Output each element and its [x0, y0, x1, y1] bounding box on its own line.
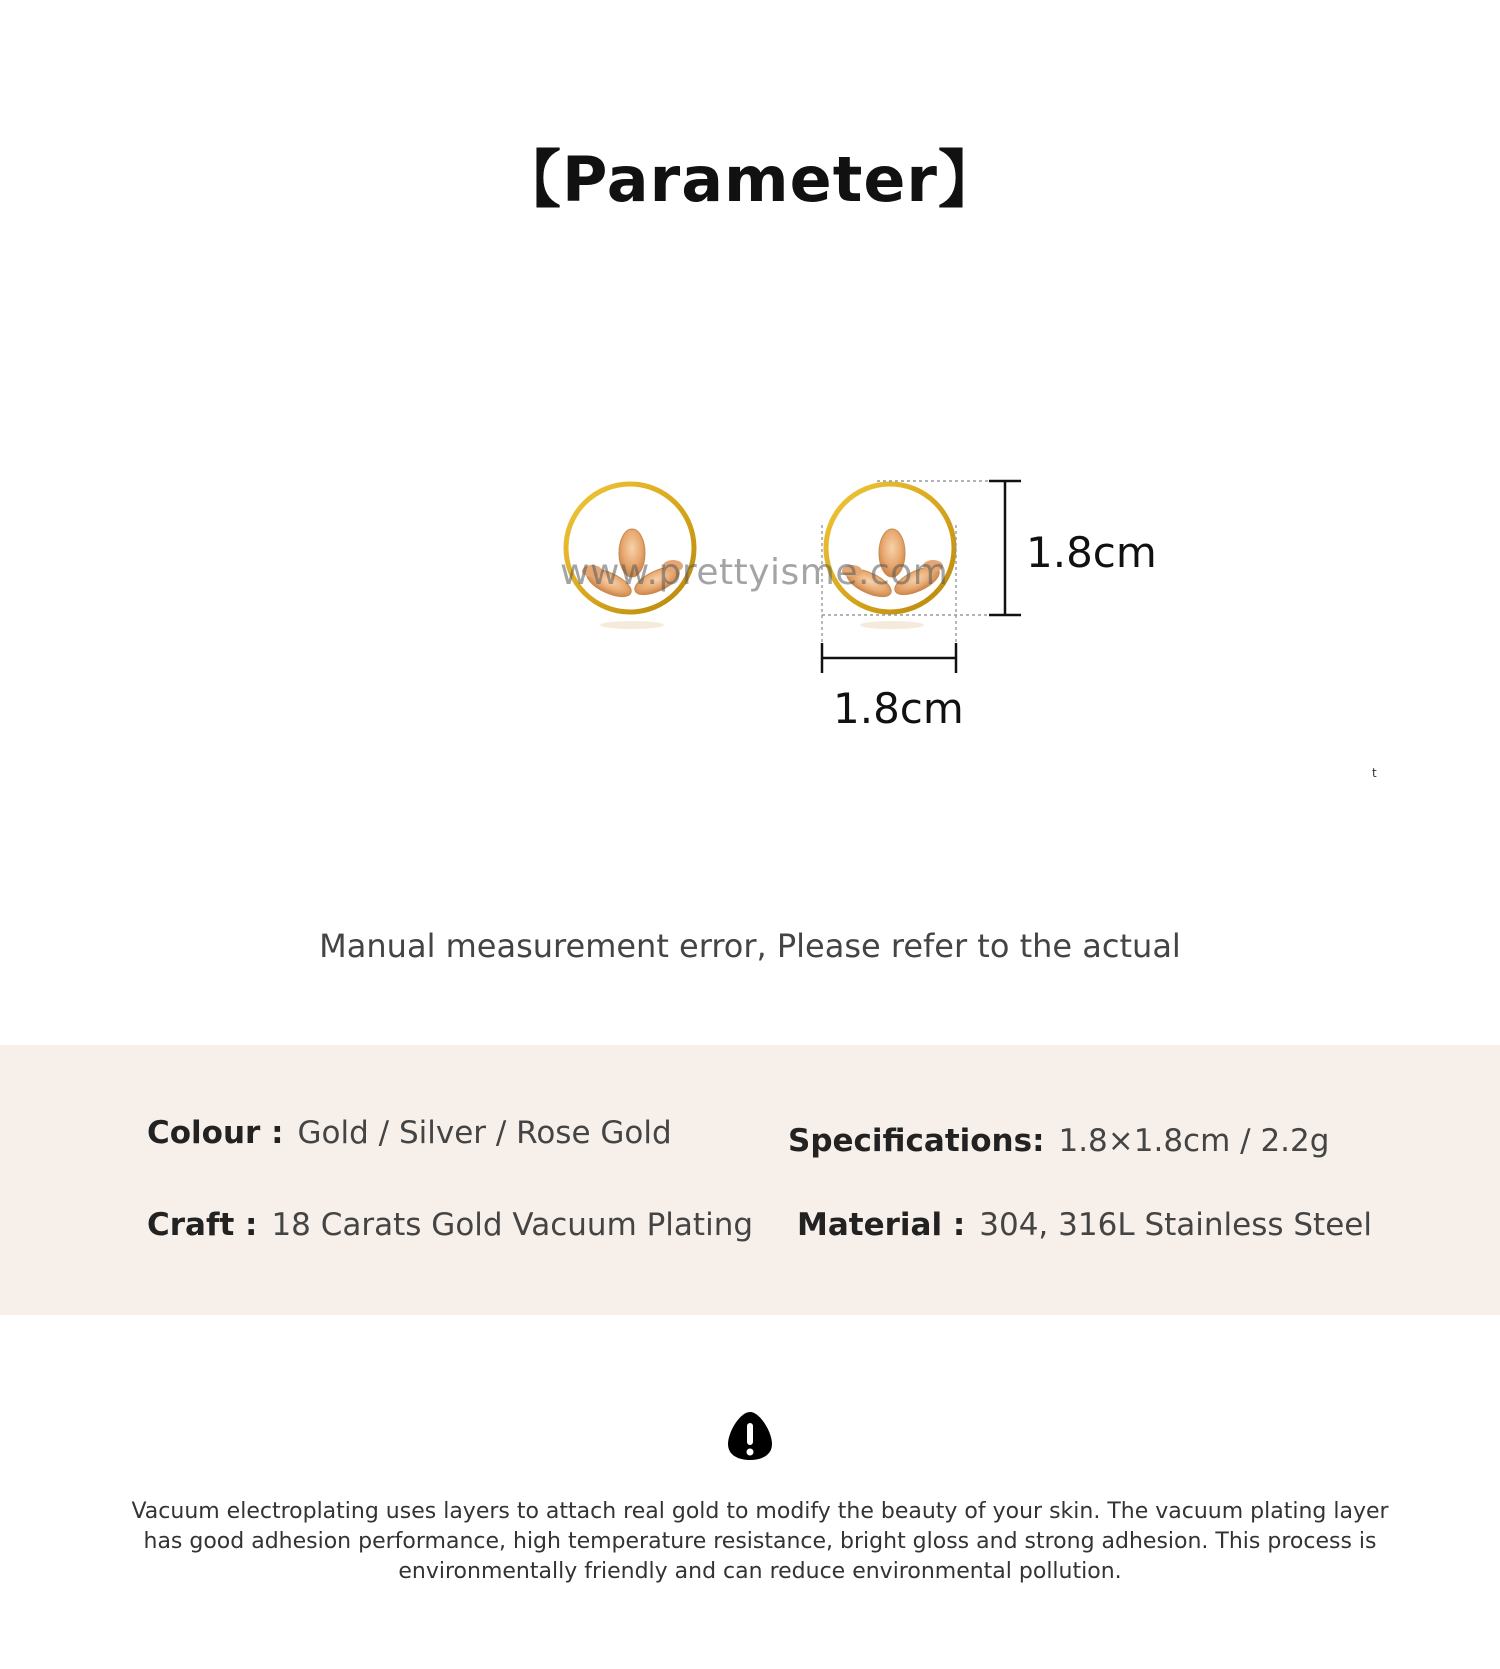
- spec-band: [0, 1045, 1500, 1315]
- height-dimension: [989, 481, 1021, 615]
- stray-mark: t: [1372, 766, 1377, 780]
- spec-specifications-label: Specifications:: [788, 1123, 1045, 1159]
- width-label: 1.8cm: [833, 684, 964, 733]
- spec-material-value: 304, 316L Stainless Steel: [979, 1207, 1372, 1243]
- earrings-illustration: [0, 440, 1500, 760]
- page-title: 【Parameter】: [499, 143, 1001, 216]
- width-dimension: [822, 643, 956, 673]
- spec-material-label: Material :: [797, 1207, 966, 1243]
- spec-specifications-value: 1.8×1.8cm / 2.2g: [1058, 1123, 1330, 1159]
- spec-specifications: [788, 1123, 1329, 1159]
- height-label: 1.8cm: [1026, 528, 1157, 577]
- measurement-note: Manual measurement error, Please refer to the actual: [319, 927, 1181, 965]
- spec-colour-value: Gold / Silver / Rose Gold: [297, 1115, 672, 1151]
- spec-craft-label: Craft :: [147, 1207, 258, 1243]
- watermark-text: www.prettyisme.com: [560, 552, 949, 593]
- spec-colour: [147, 1115, 672, 1151]
- plating-description: Vacuum electroplating uses layers to attach real gold to modify the beauty of your skin. The vacuum plating layer has good adhesion performance, high temperature resistance, bright gloss and strong adhesion. This process is environmentally friendly and can reduce environmental pollution.: [131, 1499, 1389, 1584]
- spec-colour-label: Colour :: [147, 1115, 284, 1151]
- exclamation-icon: [726, 1410, 774, 1462]
- spec-craft: [147, 1207, 753, 1243]
- spec-craft-value: 18 Carats Gold Vacuum Plating: [271, 1207, 754, 1243]
- spec-material: [797, 1207, 1372, 1243]
- product-figure: [0, 440, 1500, 760]
